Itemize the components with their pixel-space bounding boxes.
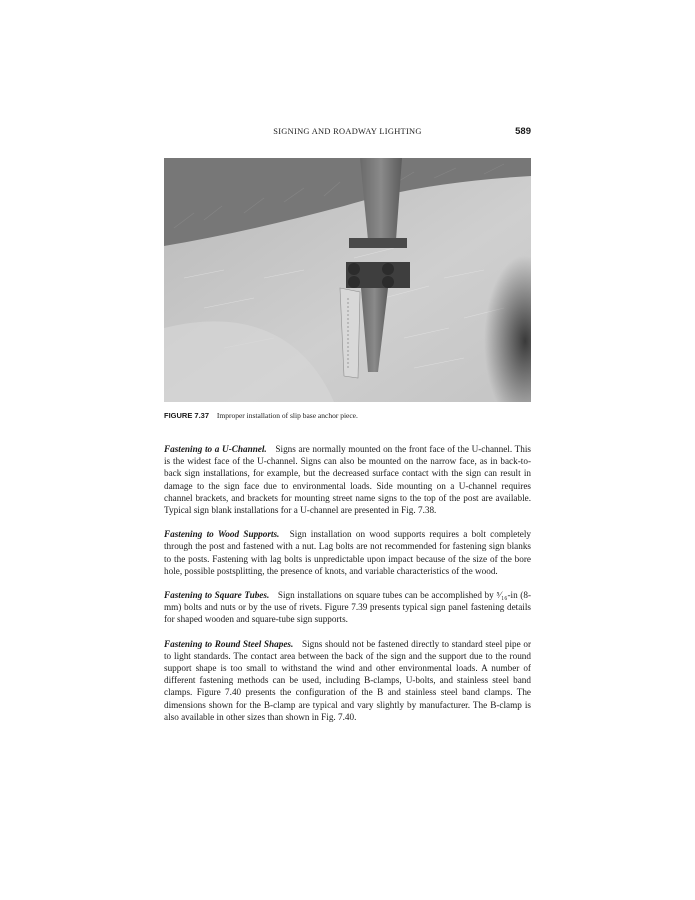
paragraph-heading: Fastening to Round Steel Shapes.	[164, 638, 294, 649]
slip-plate	[349, 238, 407, 248]
paragraph-round-steel	[164, 638, 531, 723]
paragraph-heading: Fastening to a U-Channel.	[164, 444, 267, 454]
paragraph-body: Signs should not be fastened directly to standard steel pipe or to light standards. The contact area between the back of the sign and the support due to the round support shape is too small to withstand the wind and other environmental loads. A number of different fastening methods can be used, including B-clamps, U-bolts, and stainless steel band clamps. Figure 7.40 presents the configuration of the B and stainless steel band clamps. The dimensions shown for the B-clamp are typical and vary slightly by manufacturer. The B-clamp is also available in other sizes than shown in Fig. 7.40.	[164, 638, 532, 722]
paragraph-u-channel	[164, 443, 531, 516]
paragraph-wood-supports	[164, 528, 531, 577]
page-number: 589	[515, 126, 531, 137]
bolt-right-top	[382, 263, 394, 275]
bolt-right-bottom	[382, 276, 394, 288]
paragraph-square-tubes	[164, 589, 531, 626]
bolt-left-top	[348, 263, 360, 275]
photo-illustration	[164, 158, 531, 402]
bolt-left-bottom	[348, 276, 360, 288]
figure-label: FIGURE 7.37	[164, 411, 210, 420]
figure-photo	[164, 158, 531, 402]
figure-caption	[164, 411, 531, 420]
paragraph-body: Sign installations on square tubes can be accomplished by ⁵⁄₁₆-in (8-mm) bolts and nuts or by the use of rivets. Figure 7.39 presents typical sign panel fastening details for shaped wooden and square-tube sign supports.	[164, 590, 532, 625]
running-title: SIGNING AND ROADWAY LIGHTING	[273, 127, 422, 136]
shadow	[414, 158, 531, 402]
paragraph-heading: Fastening to Square Tubes.	[164, 590, 270, 601]
body-text	[164, 443, 531, 735]
paragraph-heading: Fastening to Wood Supports.	[164, 529, 280, 540]
figure-caption-text: Improper installation of slip base anchor piece.	[216, 411, 358, 420]
paragraph-body: Sign installation on wood supports requires a bolt completely through the post and fastened with a nut. Lag bolts are not recommended for fastening sign blanks to the posts. Fastening with lag bolts is unpredictable upon impact because of the size of the bore hole, possible postsplitting, the presence of knots, and variable characteristics of the wood.	[164, 529, 532, 576]
running-head	[164, 127, 531, 141]
paragraph-body: Signs are normally mounted on the front face of the U-channel. This is the widest face of the U-channel. Signs can also be mounted on the narrow face, as in back-to-back sign installations, for example, but the decreased surface contact with the sign can result in damage to the sign face due to environmental loads. Side mounting on a U-channel requires channel brackets, and brackets for mounting street name signs to the top of the post are available. Typical sign blank installations for a U-channel are presented in Fig. 7.38.	[164, 444, 531, 516]
